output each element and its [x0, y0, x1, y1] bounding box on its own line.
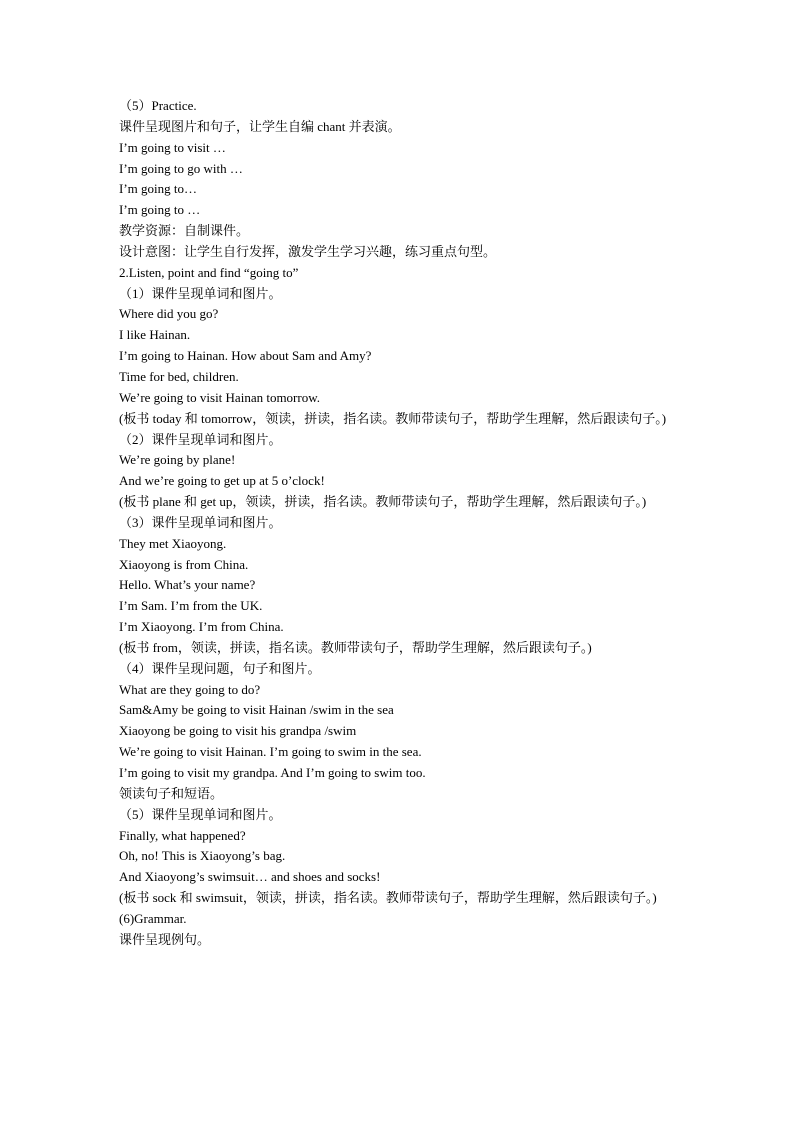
text-line: Finally, what happened?: [119, 827, 246, 843]
text-line: And Xiaoyong’s swimsuit… and shoes and socks!: [119, 869, 381, 885]
text-line: We’re going to visit Hainan. I’m going to swim in the sea.: [119, 744, 422, 760]
text-line: （2）课件呈现单词和图片。: [119, 431, 282, 447]
text-line: We’re going by plane!: [119, 452, 236, 468]
text-line: I’m Xiaoyong. I’m from China.: [119, 619, 284, 635]
text-line: I’m going to Hainan. How about Sam and Amy?: [119, 348, 372, 364]
text-line: （3）课件呈现单词和图片。: [119, 514, 282, 530]
text-line: I’m going to visit my grandpa. And I’m going to swim too.: [119, 765, 426, 780]
text-line: Sam&Amy be going to visit Hainan /swim in the sea: [119, 702, 394, 718]
text-paragraph: (板书 today 和 tomorrow，领读，拼读，指名读。教师带读句子，帮助学生理解，然后跟读句子。): [119, 410, 667, 426]
text-line: 设计意图：让学生自行发挥，激发学生学习兴趣，练习重点句型。: [119, 243, 497, 259]
text-line: （1）课件呈现单词和图片。: [119, 285, 282, 301]
text-line: And we’re going to get up at 5 o’clock!: [119, 473, 325, 489]
text-line: I’m going to visit …: [119, 139, 226, 155]
text-line: I’m Sam. I’m from the UK.: [119, 598, 263, 614]
text-line: (6)Grammar.: [119, 910, 187, 926]
text-line: Xiaoyong be going to visit his grandpa /swim: [119, 723, 357, 739]
text-line: (板书 from，领读，拼读，指名读。教师带读句子，帮助学生理解，然后跟读句子。): [119, 639, 592, 655]
text-line: Where did you go?: [119, 306, 219, 322]
text-line: We’re going to visit Hainan tomorrow.: [119, 389, 321, 405]
text-line: I’m going to go with …: [119, 160, 243, 176]
text-line: Time for bed, children.: [119, 368, 239, 384]
text-line: I like Hainan.: [119, 327, 191, 343]
text-line: （5）Practice.: [119, 98, 197, 113]
text-line: What are they going to do?: [119, 681, 261, 697]
text-line: 领读句子和短语。: [119, 785, 224, 801]
text-line: 课件呈现图片和句子，让学生自编 chant 并表演。: [119, 118, 401, 134]
text-line: 教学资源：自制课件。: [119, 223, 250, 239]
text-line: Hello. What’s your name?: [119, 577, 256, 593]
text-line: Xiaoyong is from China.: [119, 556, 249, 572]
text-paragraph: (板书 plane 和 get up，领读，拼读，指名读。教师带读句子，帮助学生理解，然后跟读句子。): [119, 494, 647, 510]
text-line: They met Xiaoyong.: [119, 535, 227, 551]
section-heading: 2.Listen, point and find “going to”: [119, 264, 299, 280]
text-line: I’m going to…: [119, 181, 197, 197]
text-line: （4）课件呈现问题，句子和图片。: [119, 660, 321, 676]
text-line: 课件呈现例句。: [119, 931, 211, 947]
text-line: Oh, no! This is Xiaoyong’s bag.: [119, 848, 286, 864]
document-body: [119, 96, 679, 951]
text-line: （5）课件呈现单词和图片。: [119, 806, 282, 822]
text-paragraph: (板书 sock 和 swimsuit，领读，拼读，指名读。教师带读句子，帮助学生理解，然后跟读句子。): [119, 890, 657, 906]
text-line: I’m going to …: [119, 202, 201, 218]
